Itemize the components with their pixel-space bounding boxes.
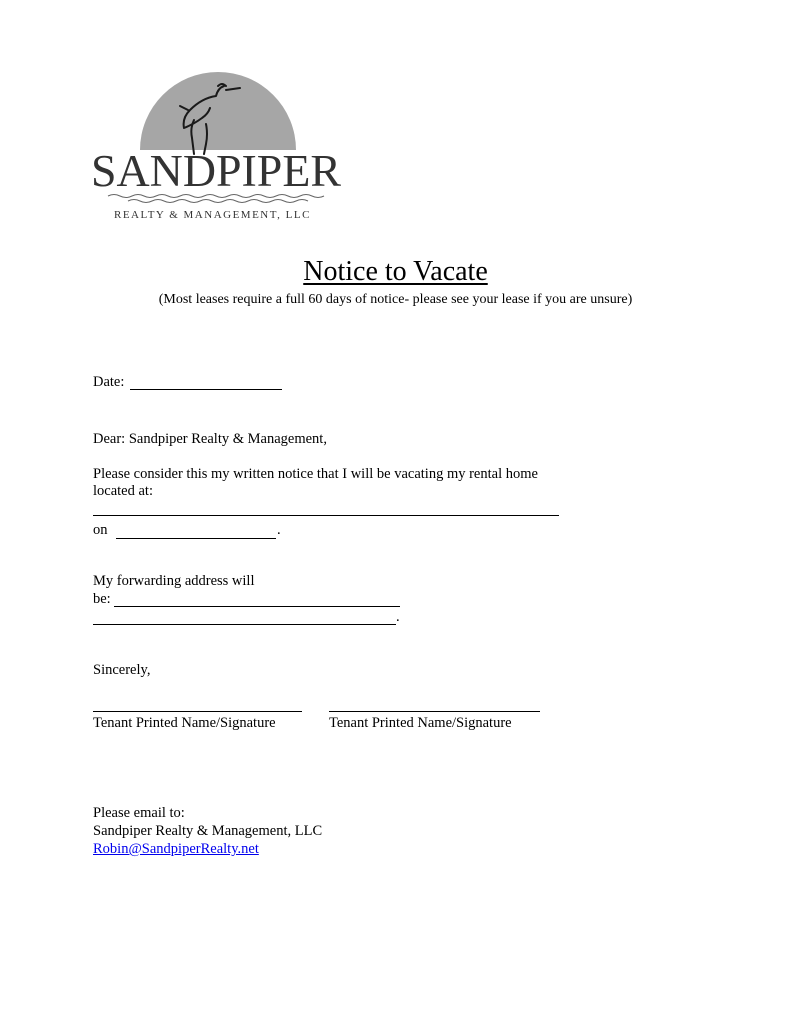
date-field[interactable]	[130, 389, 282, 390]
signature-label-1: Tenant Printed Name/Signature	[93, 715, 276, 731]
on-label: on	[93, 522, 108, 538]
sun-shape	[140, 72, 296, 150]
signature-field-2[interactable]	[329, 711, 540, 712]
notice-line-2: located at:	[93, 483, 153, 499]
page-title: Notice to Vacate	[303, 256, 488, 287]
forwarding-address-field-2[interactable]	[93, 624, 396, 625]
rental-address-field[interactable]	[93, 515, 559, 516]
forwarding-suffix: .	[396, 609, 400, 625]
page-subtitle: (Most leases require a full 60 days of notice- please see your lease if you are unsure)	[158, 292, 633, 307]
date-label: Date:	[93, 374, 125, 390]
email-link[interactable]: Robin@SandpiperRealty.net	[93, 841, 259, 857]
sandpiper-logo-graphic	[88, 62, 348, 222]
salutation: Dear: Sandpiper Realty & Management,	[93, 431, 327, 447]
forwarding-line-1: My forwarding address will	[93, 573, 255, 589]
logo-wordmark: SANDPIPER	[91, 146, 341, 196]
logo-tagline: REALTY & MANAGEMENT, LLC	[114, 209, 311, 221]
closing: Sincerely,	[93, 662, 151, 678]
signature-label-2: Tenant Printed Name/Signature	[329, 715, 512, 731]
company-name: Sandpiper Realty & Management, LLC	[93, 823, 323, 839]
on-suffix: .	[277, 522, 281, 538]
forwarding-address-field-1[interactable]	[114, 606, 400, 607]
signature-field-1[interactable]	[93, 711, 302, 712]
notice-line-1: Please consider this my written notice that I will be vacating my rental home	[93, 466, 538, 482]
email-instruction: Please email to:	[93, 805, 185, 821]
wave-line-icon	[128, 200, 308, 203]
vacate-date-field[interactable]	[116, 538, 276, 539]
company-logo	[88, 62, 348, 222]
forwarding-line-2: be:	[93, 591, 111, 607]
